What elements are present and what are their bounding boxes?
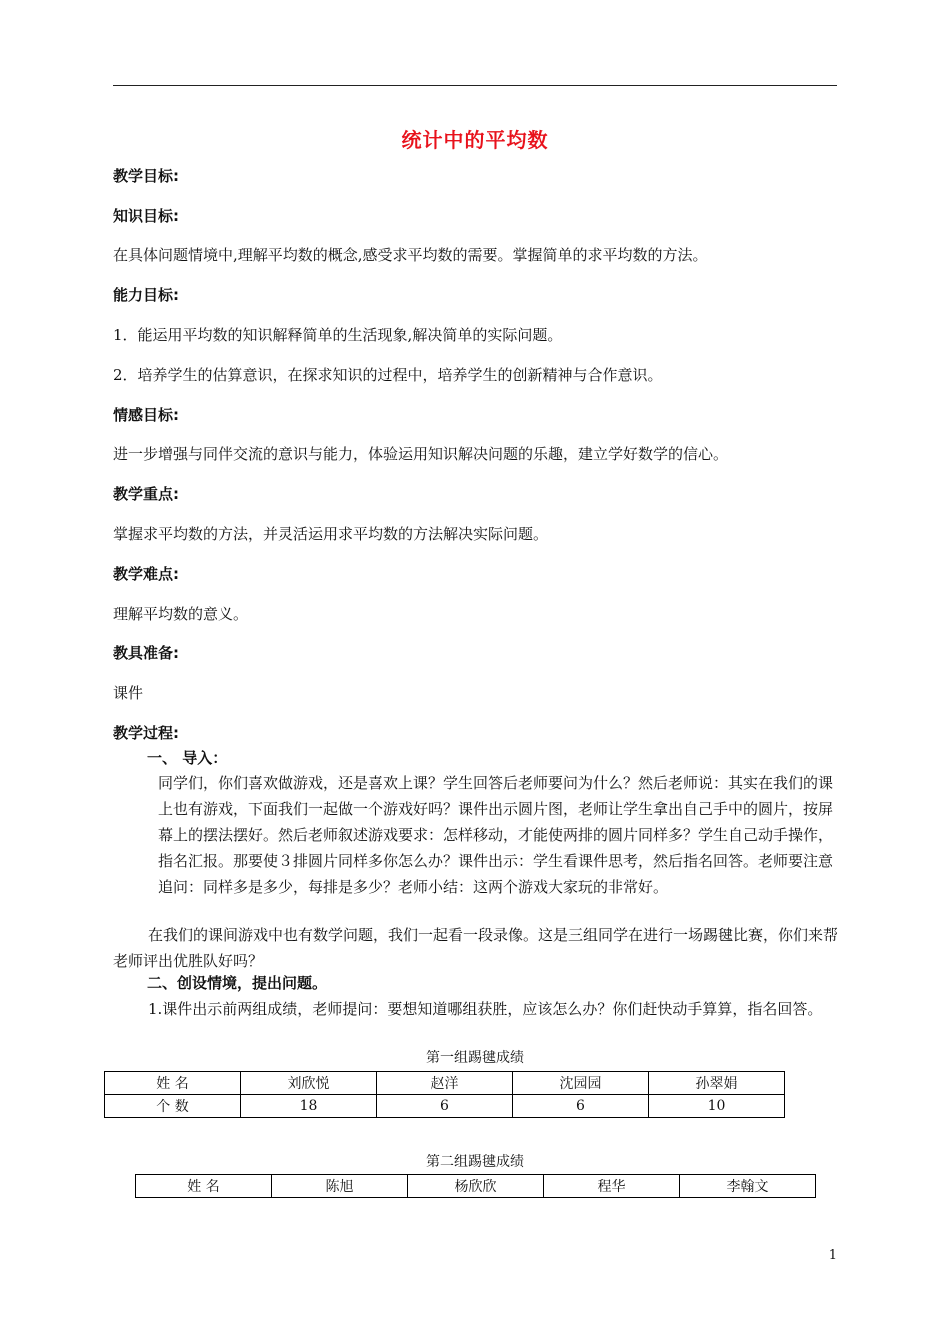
heading-materials: 教具准备: bbox=[113, 644, 179, 662]
page-number: 1 bbox=[828, 1248, 837, 1263]
table-row bbox=[105, 1095, 785, 1118]
heading-process: 教学过程: bbox=[113, 724, 179, 742]
difficulties-text: 理解平均数的意义。 bbox=[113, 605, 249, 623]
table1-count-cell: 10 bbox=[649, 1095, 785, 1118]
table1-count-cell: 6 bbox=[377, 1095, 513, 1118]
table1-name-cell: 沈园园 bbox=[513, 1072, 649, 1095]
ability-item-1: 1．能运用平均数的知识解释简单的生活现象,解决简单的实际问题。 bbox=[113, 326, 563, 344]
table-row bbox=[105, 1072, 785, 1095]
table1-name-cell: 刘欣悦 bbox=[241, 1072, 377, 1095]
heading-key-points: 教学重点: bbox=[113, 485, 179, 503]
key-points-text: 掌握求平均数的方法，并灵活运用求平均数的方法解决实际问题。 bbox=[113, 525, 549, 543]
table2-name-cell: 杨欣欣 bbox=[408, 1175, 544, 1198]
table1-count-cell: 6 bbox=[513, 1095, 649, 1118]
heading-ability-goals: 能力目标: bbox=[113, 286, 179, 304]
section2-paragraph: 1.课件出示前两组成绩，老师提问：要想知道哪组获胜，应该怎么办？你们赶快动手算算，指名回答。 bbox=[148, 1000, 823, 1018]
ability-item-2: 2．培养学生的估算意识，在探求知识的过程中，培养学生的创新精神与合作意识。 bbox=[113, 366, 663, 384]
table1-count-label: 个 数 bbox=[105, 1095, 241, 1118]
table1-name-label: 姓 名 bbox=[105, 1072, 241, 1095]
table1-caption: 第一组踢毽成绩 bbox=[426, 1050, 524, 1066]
section1-heading: 一、 导入： bbox=[147, 749, 228, 767]
table2 bbox=[135, 1174, 816, 1198]
table2-name-cell: 李翰文 bbox=[680, 1175, 816, 1198]
table2-name-cell: 陈旭 bbox=[272, 1175, 408, 1198]
table1-count-cell: 18 bbox=[241, 1095, 377, 1118]
document-title: 统计中的平均数 bbox=[401, 128, 549, 152]
heading-emotion-goals: 情感目标: bbox=[113, 406, 179, 424]
section1-paragraph2: 在我们的课间游戏中也有数学问题，我们一起看一段录像。这是三组同学在进行一场踢毽比赛，你们来帮老师评出优胜队好吗？ bbox=[113, 926, 839, 970]
table2-caption: 第二组踢毽成绩 bbox=[426, 1154, 524, 1170]
section2-heading: 二、创设情境，提出问题。 bbox=[147, 974, 328, 992]
materials-text: 课件 bbox=[113, 684, 144, 702]
heading-knowledge-goals: 知识目标: bbox=[113, 207, 179, 225]
table1-name-cell: 赵洋 bbox=[377, 1072, 513, 1095]
emotion-text: 进一步增强与同伴交流的意识与能力，体验运用知识解决问题的乐趣，建立学好数学的信心。 bbox=[113, 445, 729, 463]
header-rule bbox=[113, 85, 837, 86]
table1 bbox=[104, 1071, 785, 1118]
heading-difficulties: 教学难点: bbox=[113, 565, 179, 583]
section1-paragraph: 同学们，你们喜欢做游戏，还是喜欢上课？学生回答后老师要问为什么？然后老师说：其实在我们的课上也有游戏，下面我们一起做一个游戏好吗？课件出示圆片图，老师让学生拿出自己手中的圆片，按屏幕上的摆法摆好。然后老师叙述游戏要求：怎样移动，才能使两排的圆片同样多？学生自己动手操作，指名汇报。那要使３排圆片同样多你怎么办？课件出示：学生看课件思考，然后指名回答。老师要注意追问：同样多是多少，每排是多少？老师小结：这两个游戏大家玩的非常好。 bbox=[158, 774, 834, 896]
knowledge-text: 在具体问题情境中,理解平均数的概念,感受求平均数的需要。掌握简单的求平均数的方法。 bbox=[113, 246, 708, 264]
heading-teaching-goals: 教学目标: bbox=[113, 167, 179, 185]
table2-name-cell: 程华 bbox=[544, 1175, 680, 1198]
table1-name-cell: 孙翠娟 bbox=[649, 1072, 785, 1095]
table2-name-label: 姓 名 bbox=[136, 1175, 272, 1198]
table-row bbox=[136, 1175, 816, 1198]
